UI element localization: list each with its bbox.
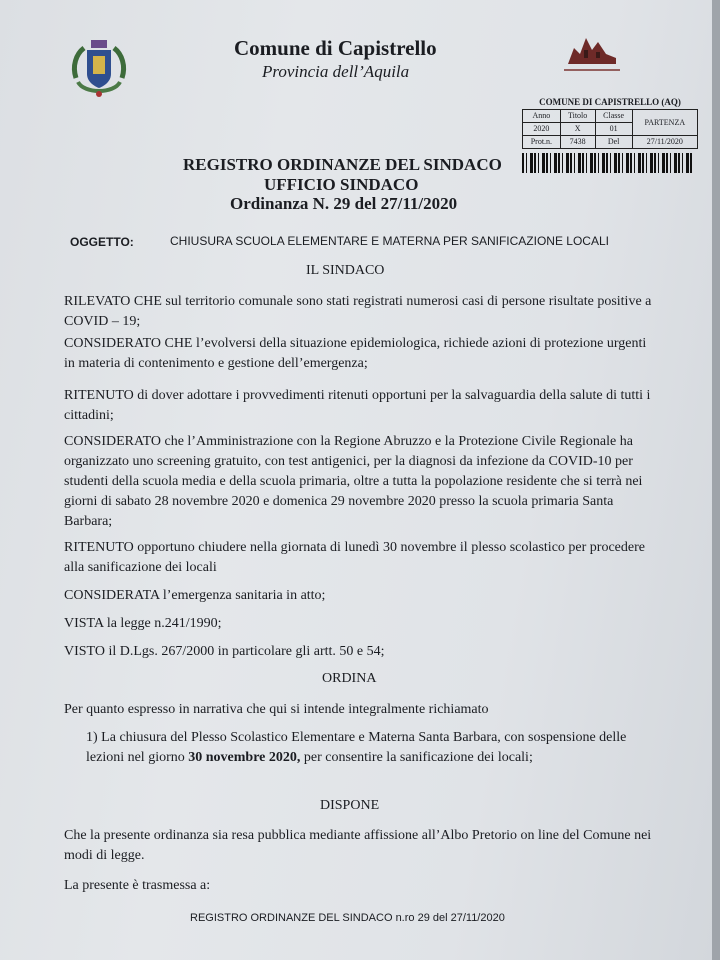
paragraph-considerato-1: CONSIDERATO CHE l’evolversi della situazione epidemiologica, richiede azioni di protezione urgenti in materia di contenimento e gestione dell’emergenza; [64,336,647,371]
stamp-del-label: Del [595,136,632,149]
paragraph-ritenuto-2: RITENUTO opportuno chiudere nella giornata di lunedì 30 novembre il plesso scolastico per procedere alla sanificazione dei locali [64,540,645,575]
item-date: 30 novembre 2020, [188,750,301,765]
item-text: La chiusura del Plesso Scolastico Elementare e Materna Santa Barbara, con sospensione delle lezioni nel giorno [86,730,627,765]
dispone-text: Che la presente ordinanza sia resa pubblica mediante affissione all’Albo Pretorio on line del Comune nei modi di legge. [64,828,652,863]
stamp-prot-number: 7438 [560,136,595,149]
trasmessa-text: La presente è trasmessa a: [64,878,211,893]
stamp-cell: X [560,123,595,136]
stamp-cell: 01 [595,123,632,136]
subject-text: CHIUSURA SCUOLA ELEMENTARE E MATERNA PER SANIFICAZIONE LOCALI [170,234,609,248]
stamp-cell: PARTENZA [632,110,697,136]
stamp-cell: Classe [595,110,632,123]
item-text-end: per consentire la sanificazione dei locali; [300,750,533,765]
stamp-cell: Anno [523,110,561,123]
subject-label: OGGETTO: [70,235,134,249]
province-name: Provincia dell’Aquila [262,62,410,81]
town-logo [560,28,624,78]
paragraph-visto: VISTO il D.Lgs. 267/2000 in particolare gli artt. 50 e 54; [64,644,385,659]
paragraph-rilevato: RILEVATO CHE sul territorio comunale sono stati registrati numerosi casi di persone risultate positive a COVID – 19; [64,294,652,329]
background-edge [712,0,720,960]
stamp-cell: 2020 [523,123,561,136]
item-number: 1) [86,730,98,745]
il-sindaco-heading: IL SINDACO [306,263,385,278]
paragraph-vista: VISTA la legge n.241/1990; [64,616,222,631]
office-heading: UFFICIO SINDACO [264,175,419,194]
dispone-heading: DISPONE [320,798,380,813]
ordina-intro: Per quanto espresso in narrativa che qui si intende integralmente richiamato [64,702,489,717]
stamp-table [522,109,698,149]
paragraph-considerata: CONSIDERATA l’emergenza sanitaria in atto; [64,588,326,603]
stamp-date: 27/11/2020 [632,136,697,149]
municipal-crest-logo [70,38,128,104]
stamp-prot-label: Prot.n. [523,136,561,149]
paragraph-ritenuto-1: RITENUTO di dover adottare i provvedimenti ritenuti opportuni per la salvaguardia della salute di tutti i cittadini; [64,388,651,423]
register-heading: REGISTRO ORDINANZE DEL SINDACO [183,155,502,174]
barcode-image [522,153,692,173]
municipality-name: Comune di Capistrello [234,36,437,60]
paragraph-considerato-2: CONSIDERATO che l’Amministrazione con la Regione Abruzzo e la Protezione Civile Regionale ha organizzato uno screening gratuito, con test antigenici, per la diagnosi da infezione da COVID-10 per studenti della scuola media e della scuola primaria, oltre a tutta la popolazione residente che si terrà nei giorni di sabato 28 novembre 2020 e domenica 29 novembre 2020 presso la scuola primaria Santa Barbara; [64,434,643,529]
stamp-cell: Titolo [560,110,595,123]
ordinance-number: Ordinanza N. 29 del 27/11/2020 [230,194,458,213]
ordina-item [86,728,660,768]
protocol-stamp [522,97,698,173]
footer-register: REGISTRO ORDINANZE DEL SINDACO n.ro 29 del 27/11/2020 [190,912,505,924]
ordina-heading: ORDINA [322,671,377,686]
stamp-title: COMUNE DI CAPISTRELLO (AQ) [539,97,681,107]
